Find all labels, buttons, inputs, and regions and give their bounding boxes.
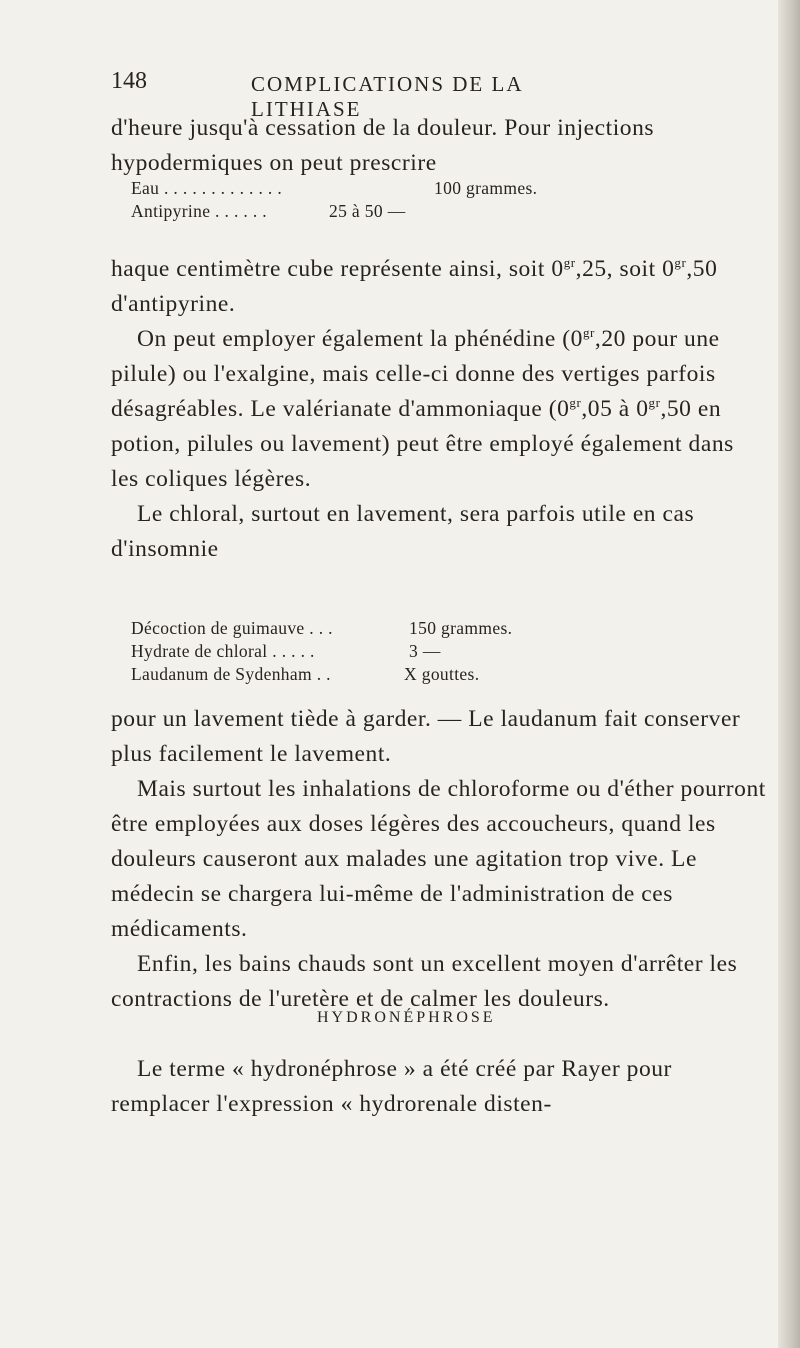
- rx-line: [131, 663, 786, 686]
- paragraph-7: Enfin, les bains chauds sont un excellent moyen d'arrêter les contractions de l'uretère et de calmer les douleurs.: [111, 951, 738, 1012]
- rx-line: [131, 177, 786, 200]
- rx-quantity: 25 à 50 —: [329, 201, 406, 221]
- rx-quantity: X gouttes.: [404, 664, 480, 684]
- paragraph-3: On peut employer également la phénédine ($0^{gr},20$ pour une pilule) ou l'exalgine, mais celle-ci donne des vertiges parfois désagréables. Le valérianate d'ammoniaque ($0^{gr},05$ à $0^{gr},50$ en potion, pilules ou lavement) peut être employé également dans les coliques légères.: [111, 325, 734, 492]
- paragraph-2: haque centimètre cube représente ainsi, soit $0^{gr},25$, soit $0^{gr},50$ d'antipyrine. On peut employer également la phénédine ($0^{gr},20$ pour une pilule) ou l'exalgine, mais celle-ci donne des vertiges parfois désagréables. Le valérianate d'ammoniaque ($0^{gr},05$ à $0^{gr},50$ en potion, pilules ou lavement) peut être employé également dans les coliques légères. Le chloral, surtout en lavement, sera parfois utile en cas d'insomnie: [111, 252, 766, 567]
- rx-ingredient: Eau . . . . . . . . . . . . .: [131, 178, 283, 198]
- paragraph-4: Le chloral, surtout en lavement, sera parfois utile en cas d'insomnie: [111, 501, 695, 562]
- paragraph-5: pour un lavement tiède à garder. — Le laudanum fait conserver plus facilement le lavement.: [111, 706, 741, 767]
- rx-ingredient: Antipyrine . . . . . .: [131, 201, 268, 221]
- rx-ingredient: Décoction de guimauve . . .: [131, 618, 333, 638]
- rx-ingredient: Hydrate de chloral . . . . .: [131, 641, 315, 661]
- rx-line: [131, 640, 786, 663]
- rx-ingredient: Laudanum de Sydenham . .: [131, 664, 331, 684]
- rx-quantity: 100 grammes.: [434, 178, 538, 198]
- rx-line: [131, 200, 786, 223]
- paragraph-6: Mais surtout les inhalations de chloroforme ou d'éther pourront être employées aux doses légères des accoucheurs, quand les douleurs causeront aux malades une agitation trop vive. Le médecin se chargera lui-même de l'administration de ces médicaments.: [111, 776, 766, 942]
- paragraph-8: Le terme « hydronéphrose » a été créé par Rayer pour remplacer l'expression « hydrorenale disten-: [111, 1056, 672, 1117]
- section-heading: HYDRONÉPHROSE: [317, 1009, 496, 1026]
- paragraphs-continuation: [111, 702, 766, 1017]
- paragraph-1: d'heure jusqu'à cessation de la douleur. Pour injections hypodermiques on peut prescrire: [111, 115, 655, 176]
- rx-quantity: 150 grammes.: [409, 618, 513, 638]
- rx-quantity: 3 —: [409, 641, 441, 661]
- running-title: COMPLICATIONS DE LA LITHIASE: [251, 72, 523, 121]
- page-number: 148: [111, 68, 147, 94]
- prescription-chloral: [131, 617, 786, 686]
- page-header: [111, 68, 631, 121]
- rx-line: [131, 617, 786, 640]
- prescription-antipyrine: [131, 177, 786, 223]
